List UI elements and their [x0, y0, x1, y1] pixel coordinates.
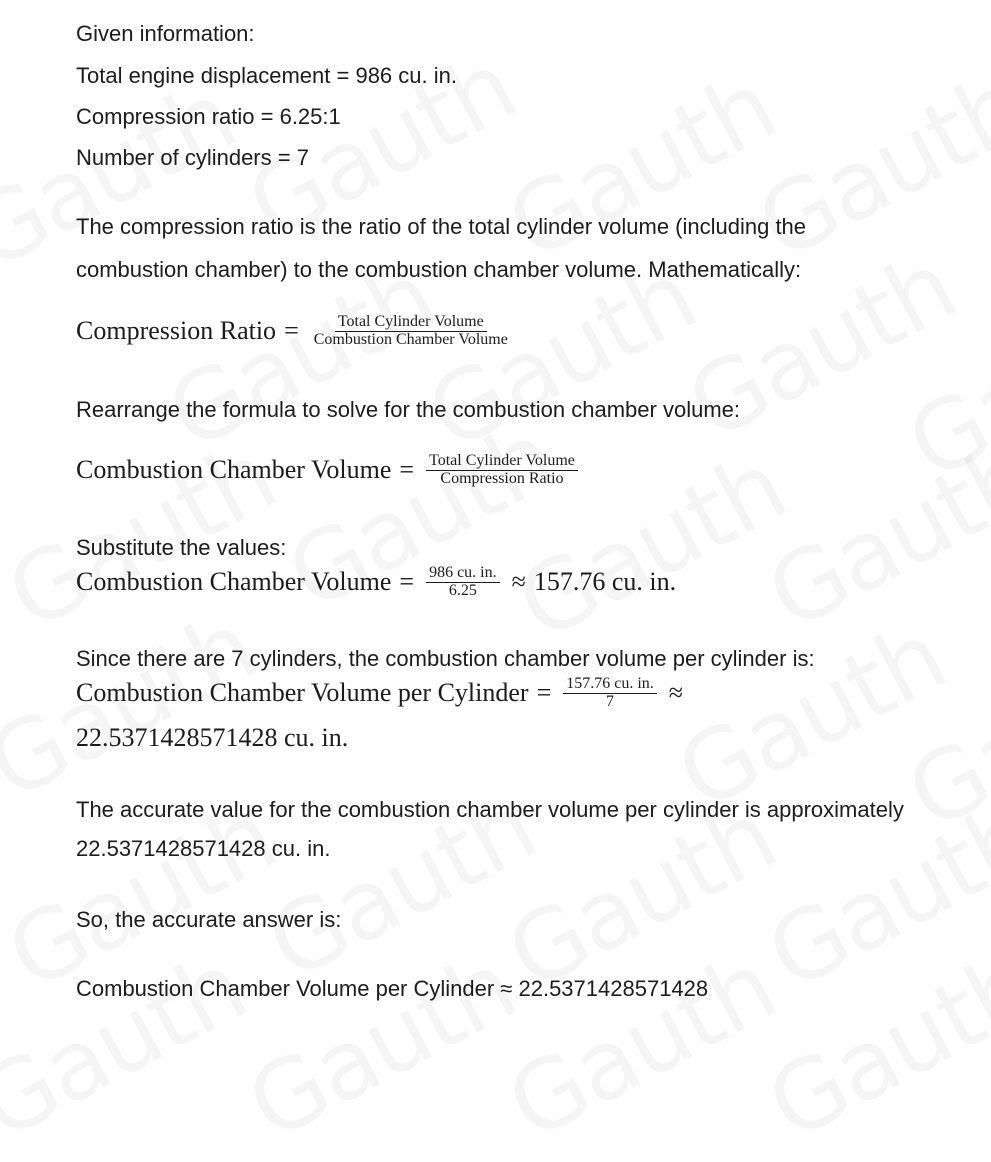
given-compression-ratio: Compression ratio = 6.25:1 — [76, 104, 341, 129]
equals-sign: = — [399, 567, 415, 597]
given-cylinders: Number of cylinders = 7 — [76, 145, 309, 170]
fraction-denominator: Combustion Chamber Volume — [313, 330, 508, 348]
fraction-denominator: 7 — [606, 692, 614, 710]
watermark — [740, 50, 991, 282]
answer-intro: So, the accurate answer is: — [76, 907, 342, 932]
formula-lhs: Combustion Chamber Volume per Cylinder — [76, 678, 529, 708]
watermark — [230, 930, 532, 1162]
watermark — [890, 620, 991, 852]
fraction — [426, 565, 500, 600]
fraction-numerator: Total Cylinder Volume — [335, 314, 487, 332]
watermark — [750, 930, 991, 1162]
substitute-text: Substitute the values: — [76, 535, 287, 560]
rearrange-text: Rearrange the formula to solve for the combustion chamber volume: — [76, 397, 740, 422]
fraction — [311, 314, 511, 349]
formula-per-cylinder-result: 22.5371428571428 cu. in. — [76, 723, 349, 752]
formula-lhs: Compression Ratio — [76, 316, 277, 346]
accurate-line-2: 22.5371428571428 cu. in. — [76, 836, 331, 861]
equals-sign: = — [536, 678, 552, 708]
fraction-denominator: Compression Ratio — [440, 469, 564, 487]
equals-sign: = — [284, 316, 299, 346]
fraction — [426, 453, 578, 488]
watermark — [0, 930, 262, 1162]
equals-sign: = — [399, 455, 415, 485]
cylinders-text: Since there are 7 cylinders, the combustion chamber volume per cylinder is: — [76, 646, 815, 671]
fraction-numerator: 157.76 cu. in. — [563, 676, 657, 694]
formula-result: 157.76 cu. in. — [533, 567, 677, 597]
accurate-line-1: The accurate value for the combustion chamber volume per cylinder is approximately — [76, 797, 904, 822]
final-answer: Combustion Chamber Volume per Cylinder ≈ 22.5371428571428 — [76, 976, 709, 1001]
fraction-numerator: Total Cylinder Volume — [426, 453, 578, 471]
given-heading: Given information: — [76, 21, 255, 46]
formula-combustion-volume — [76, 453, 582, 488]
fraction-denominator: 6.25 — [448, 581, 477, 599]
given-displacement: Total engine displacement = 986 cu. in. — [76, 63, 457, 88]
fraction-numerator: 986 cu. in. — [426, 565, 500, 583]
approx-sign: ≈ — [668, 678, 684, 708]
watermark — [750, 420, 991, 652]
fraction — [563, 676, 657, 711]
watermark — [490, 930, 792, 1162]
formula-lhs: Combustion Chamber Volume — [76, 567, 392, 597]
watermark — [490, 50, 792, 282]
watermark — [890, 270, 991, 502]
formula-lhs: Combustion Chamber Volume — [76, 455, 392, 485]
formula-compression-ratio — [76, 314, 515, 349]
formula-substitution — [76, 565, 676, 600]
approx-sign: ≈ — [511, 567, 526, 597]
formula-per-cylinder — [76, 676, 691, 711]
explanation-line-1: The compression ratio is the ratio of the total cylinder volume (including the — [76, 214, 807, 239]
explanation-line-2: combustion chamber) to the combustion chamber volume. Mathematically: — [76, 257, 802, 282]
